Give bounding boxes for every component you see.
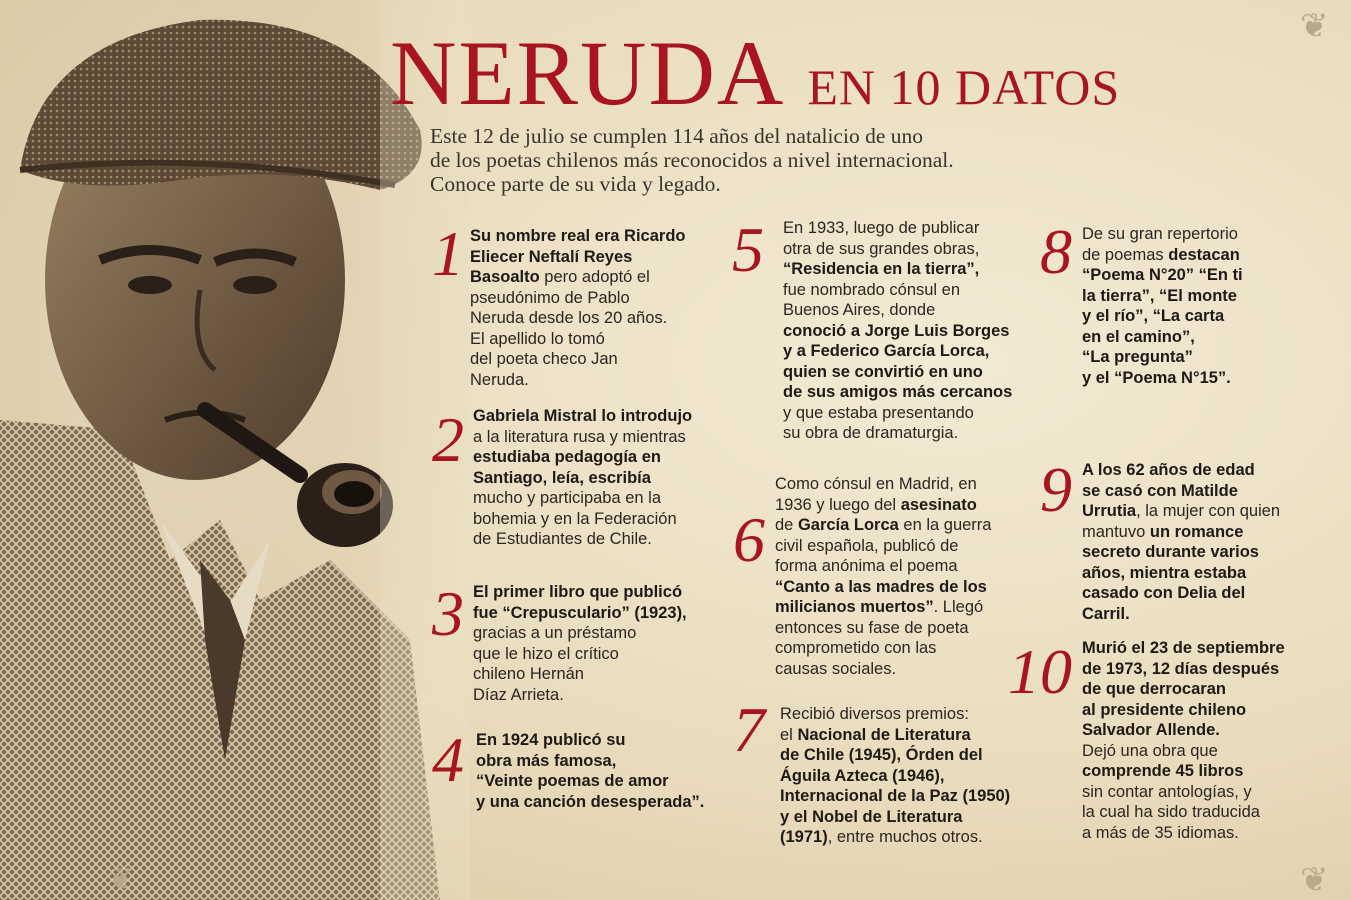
fact-run: de Estudiantes de Chile. — [473, 530, 652, 548]
fact-line — [473, 644, 687, 665]
fact-run: Neruda desde los 20 años. — [470, 309, 668, 327]
fact-run: causas sociales. — [775, 659, 897, 678]
fact-line — [783, 362, 1012, 383]
fact-line — [1082, 542, 1280, 563]
fact-number: 9 — [1040, 454, 1072, 525]
fact-run: del poeta checo Jan — [470, 350, 618, 368]
corner-ornament-icon: ❦ — [108, 862, 134, 897]
fact-line — [476, 792, 704, 813]
fact-run-bold: Gabriela Mistral lo introdujo — [473, 407, 693, 425]
fact-run-bold: se casó con Matilde — [1082, 481, 1238, 500]
fact-line — [470, 329, 686, 350]
fact-line — [1082, 823, 1285, 844]
fact-run: civil española, publicó de — [775, 536, 959, 555]
fact-number: 5 — [732, 214, 764, 285]
fact-line — [473, 427, 692, 448]
fact-run-bold: “Veinte poemas de amor — [476, 772, 669, 790]
fact-line — [1082, 679, 1285, 700]
fact-run-bold: comprende 45 libros — [1082, 762, 1244, 780]
fact-line — [1082, 659, 1285, 680]
fact-line — [1082, 720, 1285, 741]
fact-line — [783, 321, 1012, 342]
fact-line — [780, 725, 1010, 746]
fact-line — [473, 529, 692, 550]
fact-run: en la guerra — [898, 516, 992, 534]
fact-line — [1082, 563, 1280, 584]
fact-line — [1082, 245, 1243, 266]
fact-run-bold: Nacional de Literatura — [797, 725, 971, 744]
fact-text — [1082, 224, 1243, 388]
fact-line — [1082, 460, 1280, 481]
fact-run-bold: Murió el 23 de septiembre — [1082, 639, 1285, 657]
fact-run-bold: Santiago, leía, escribía — [473, 468, 651, 487]
fact-run: Recibió diversos premios: — [780, 705, 969, 723]
fact-run-bold: conoció a Jorge Luis Borges — [783, 321, 1010, 340]
fact-run-bold: estudiaba pedagogía en — [473, 448, 661, 466]
fact-line — [775, 474, 991, 495]
fact-line — [1082, 522, 1280, 543]
fact-line — [780, 766, 1010, 787]
fact-number: 10 — [1008, 636, 1072, 707]
corner-ornament-icon: ❦ — [1300, 860, 1329, 900]
fact-line — [473, 509, 692, 530]
fact-run-bold: un romance — [1149, 522, 1244, 541]
fact-run-bold: “La pregunta” — [1082, 348, 1193, 366]
fact-run-bold: y a Federico García Lorca, — [783, 342, 990, 360]
fact-run-bold: obra más famosa, — [476, 751, 617, 770]
fact-run-bold: Eliecer Neftalí Reyes — [470, 247, 633, 266]
fact-line — [476, 751, 704, 772]
fact-line — [1082, 638, 1285, 659]
fact-line — [780, 827, 1010, 848]
fact-line — [783, 423, 1012, 444]
fact-run: su obra de dramaturgia. — [783, 424, 959, 442]
fact-line — [775, 556, 991, 577]
fact-run-bold: Carril. — [1082, 604, 1130, 623]
fact-run: el — [780, 725, 798, 744]
fact-line — [1082, 224, 1243, 245]
fact-run-bold: (1971) — [780, 828, 828, 846]
fact-run: En 1933, luego de publicar — [783, 219, 980, 237]
fact-run: . Llegó — [933, 598, 984, 616]
fact-line — [1082, 700, 1285, 721]
fact-run-bold: de 1973, 12 días después — [1082, 659, 1280, 678]
fact-run: Díaz Arrieta. — [473, 685, 564, 704]
fact-run-bold: Internacional de la Paz (1950) — [780, 787, 1011, 805]
fact-run: a más de 35 idiomas. — [1082, 823, 1239, 842]
fact-run: la cual ha sido traducida — [1082, 803, 1260, 821]
fact-run: chileno Hernán — [473, 665, 584, 683]
fact-line — [1082, 782, 1285, 803]
fact-text — [783, 218, 1012, 444]
fact-line — [476, 730, 704, 751]
fact-line — [775, 618, 991, 639]
fact-line — [783, 403, 1012, 424]
fact-run-bold: y el “Poema N°15”. — [1082, 368, 1231, 387]
fact-run: , entre muchos otros. — [827, 828, 983, 846]
fact-run-bold: y el río”, “La carta — [1082, 307, 1225, 325]
fact-line — [1082, 368, 1243, 389]
fact-run: forma anónima el poema — [775, 557, 958, 575]
fact-run: que le hizo el crítico — [473, 644, 619, 663]
fact-line — [775, 495, 991, 516]
fact-run-bold: El primer libro que publicó — [473, 583, 683, 601]
fact-line — [1082, 286, 1243, 307]
fact-line — [470, 308, 686, 329]
fact-text — [780, 704, 1010, 848]
fact-line — [473, 685, 687, 706]
fact-line — [470, 349, 686, 370]
fact-line — [470, 267, 686, 288]
fact-line — [783, 239, 1012, 260]
fact-number: 6 — [733, 504, 765, 575]
fact-line — [1082, 481, 1280, 502]
fact-line — [775, 659, 991, 680]
fact-run-bold: secreto durante varios — [1082, 543, 1259, 561]
fact-run: Dejó una obra que — [1082, 741, 1218, 760]
fact-number: 2 — [432, 404, 464, 475]
fact-line — [783, 259, 1012, 280]
fact-line — [473, 468, 692, 489]
fact-line — [473, 664, 687, 685]
fact-run: de — [775, 516, 798, 534]
fact-line — [1082, 347, 1243, 368]
fact-line — [473, 603, 687, 624]
fact-run-bold: casado con Delia del — [1082, 584, 1246, 602]
fact-run: Como cónsul en Madrid, en — [775, 475, 977, 493]
fact-run-bold: A los 62 años de edad — [1082, 461, 1255, 479]
fact-run-bold: asesinato — [900, 495, 977, 514]
fact-run-bold: quien se convirtió en uno — [783, 362, 983, 381]
fact-run: pero adoptó el — [539, 268, 650, 286]
fact-run: mantuvo — [1082, 522, 1150, 541]
fact-line — [780, 745, 1010, 766]
fact-text — [473, 406, 692, 550]
fact-line — [473, 582, 687, 603]
fact-line — [473, 488, 692, 509]
fact-run: sin contar antologías, y — [1082, 782, 1252, 801]
fact-line — [473, 623, 687, 644]
fact-line — [470, 247, 686, 268]
fact-run-bold: de que derrocaran — [1082, 680, 1226, 698]
intro-line: de los poetas chilenos más reconocidos a nivel internacional. — [430, 148, 954, 172]
fact-line — [783, 218, 1012, 239]
fact-text — [1082, 638, 1285, 843]
fact-run-bold: de Chile (1945), Órden del — [780, 746, 983, 764]
fact-line — [775, 597, 991, 618]
fact-run: De su gran repertorio — [1082, 225, 1238, 243]
fact-run: bohemia y en la Federación — [473, 509, 677, 528]
fact-run-bold: Basoalto — [470, 268, 540, 286]
fact-run-bold: milicianos muertos” — [775, 598, 934, 616]
fact-run: 1936 y luego del — [775, 495, 901, 514]
fact-run: Buenos Aires, donde — [783, 301, 936, 319]
fact-line — [780, 704, 1010, 725]
fact-run-bold: Salvador Allende. — [1082, 721, 1220, 739]
fact-text — [473, 582, 687, 705]
fact-line — [783, 280, 1012, 301]
fact-run-bold: años, mientra estaba — [1082, 563, 1247, 582]
fact-line — [1082, 327, 1243, 348]
fact-run: de poemas — [1082, 245, 1169, 264]
fact-number: 8 — [1040, 216, 1072, 287]
fact-line — [1082, 265, 1243, 286]
fact-line — [783, 300, 1012, 321]
fact-run-bold: García Lorca — [797, 516, 899, 534]
fact-run: a la literatura rusa y mientras — [473, 427, 686, 446]
intro-line: Este 12 de julio se cumplen 114 años del natalicio de uno — [430, 124, 923, 148]
intro-paragraph — [430, 124, 1330, 196]
fact-number: 1 — [432, 218, 464, 289]
fact-line — [1082, 306, 1243, 327]
intro-line: Conoce parte de su vida y legado. — [430, 172, 721, 196]
fact-number: 4 — [432, 724, 464, 795]
fact-run-bold: En 1924 publicó su — [476, 731, 626, 749]
fact-run-bold: fue “Crepusculario” (1923), — [473, 603, 687, 622]
fact-run: mucho y participaba en la — [473, 489, 662, 507]
fact-line — [780, 786, 1010, 807]
fact-line — [775, 577, 991, 598]
fact-text — [1082, 460, 1280, 624]
fact-line — [473, 406, 692, 427]
fact-run-bold: y una canción desesperada”. — [476, 792, 705, 811]
fact-line — [470, 370, 686, 391]
fact-run-bold: y el Nobel de Literatura — [780, 807, 963, 826]
fact-line — [1082, 802, 1285, 823]
fact-number: 3 — [432, 578, 464, 649]
fact-run-bold: “Residencia en la tierra”, — [783, 260, 980, 278]
fact-line — [473, 447, 692, 468]
fact-line — [470, 288, 686, 309]
fact-run: Neruda. — [470, 370, 529, 389]
fact-run-bold: Águila Azteca (1946), — [780, 766, 945, 785]
fact-run: fue nombrado cónsul en — [783, 280, 961, 299]
title-main: NERUDA — [390, 22, 786, 124]
fact-run: pseudónimo de Pablo — [470, 288, 630, 307]
fact-line — [775, 536, 991, 557]
title-sub: EN 10 DATOS — [807, 59, 1121, 115]
fact-line — [1082, 761, 1285, 782]
poet-portrait — [0, 0, 470, 900]
fact-run: otra de sus grandes obras, — [783, 239, 980, 258]
fact-run-bold: Urrutia — [1082, 502, 1137, 520]
fact-run: entonces su fase de poeta — [775, 618, 969, 637]
fact-run: y que estaba presentando — [783, 403, 974, 422]
fact-text — [470, 226, 686, 390]
fact-line — [1082, 501, 1280, 522]
fact-line — [1082, 741, 1285, 762]
fact-line — [783, 341, 1012, 362]
page-title — [390, 20, 1120, 126]
fact-run: El apellido lo tomó — [470, 329, 605, 348]
fact-run-bold: “Poema N°20” “En ti — [1082, 266, 1243, 284]
fact-line — [476, 771, 704, 792]
fact-run-bold: destacan — [1168, 245, 1240, 264]
fact-run: comprometido con las — [775, 639, 937, 657]
fact-line — [783, 382, 1012, 403]
fact-line — [775, 638, 991, 659]
fact-text — [775, 474, 991, 679]
fact-run-bold: en el camino”, — [1082, 327, 1195, 346]
fact-run: gracias a un préstamo — [473, 624, 637, 642]
fact-line — [1082, 583, 1280, 604]
fact-number: 7 — [733, 694, 765, 765]
fact-text — [476, 730, 704, 812]
fact-line — [775, 515, 991, 536]
fact-line — [1082, 604, 1280, 625]
fact-run-bold: Su nombre real era Ricardo — [470, 227, 686, 245]
corner-ornament-icon: ❦ — [1300, 6, 1329, 46]
fact-run: , la mujer con quien — [1136, 502, 1281, 520]
fact-run-bold: al presidente chileno — [1082, 700, 1247, 719]
fact-line — [470, 226, 686, 247]
fact-run-bold: “Canto a las madres de los — [775, 577, 987, 596]
fact-run-bold: la tierra”, “El monte — [1082, 286, 1237, 305]
fact-run-bold: de sus amigos más cercanos — [783, 383, 1013, 401]
fact-line — [780, 807, 1010, 828]
